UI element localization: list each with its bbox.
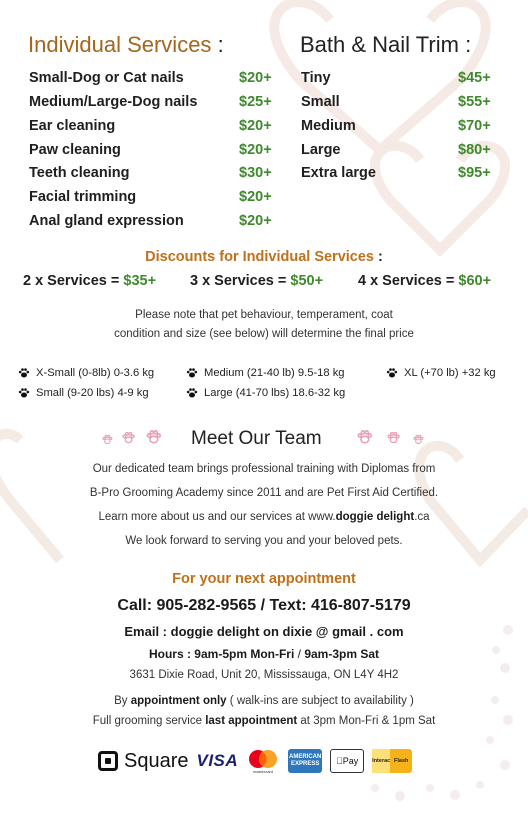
email-contact[interactable]: Email : doggie delight on dixie @ gmail . com [124,624,404,639]
service-price: $20+ [239,142,272,158]
size-label: Large (41-70 lbs) 18.6-32 kg [204,387,346,399]
website-brand-link[interactable]: doggie delight [335,511,415,523]
service-price: $20+ [239,213,272,229]
size-item [18,367,154,379]
interac-label: Interac [372,749,390,773]
business-hours [0,647,528,661]
service-name: Teeth cleaning [29,165,130,181]
pricing-note-line: Please note that pet behaviour, temperament, coat [135,309,393,321]
paw-icon [186,367,198,379]
apple-pay-label: Pay [339,756,355,766]
size-label: XL (+70 lb) +32 kg [404,367,496,379]
discount-label: 3 x Services = [190,273,287,289]
hours-saturday: 9am-3pm Sat [304,647,380,661]
paw-icon [386,367,398,379]
discount-label: 4 x Services = [358,273,455,289]
service-name: Facial trimming [29,189,137,205]
bath-size-price: $55+ [458,94,491,110]
hours-separator: / [294,647,305,661]
payment-methods [98,748,412,774]
individual-services-title [28,32,224,58]
service-name: Medium/Large-Dog nails [29,94,198,110]
apple-pay-logo [330,749,364,773]
bath-size-name: Tiny [301,70,331,86]
discount-label: 2 x Services = [23,273,120,289]
size-item [186,387,345,399]
team-text-part: Learn more about us and our services at www. [98,511,336,523]
size-label: Medium (21-40 lb) 9.5-18 kg [204,367,345,379]
bath-size-price: $95+ [458,165,491,181]
flash-label: Flash [394,758,409,764]
discount-item [190,273,323,289]
last-appointment-note [0,715,528,727]
note-text: at 3pm Mon-Fri & 1pm Sat [297,715,436,727]
service-name: Paw cleaning [29,142,121,158]
size-label: X-Small (0-8lb) 0-3.6 kg [36,367,155,379]
discounts-title-text: Discounts for Individual Services [145,249,374,265]
team-text-line: We look forward to serving you and your beloved pets. [125,535,403,547]
team-text-line: Our dedicated team brings professional training with Diplomas from [92,463,436,475]
team-text-line: B-Pro Grooming Academy since 2011 and are Pet First Aid Certified. [89,487,439,499]
note-text: Full grooming service [92,715,206,727]
service-price: $20+ [239,189,272,205]
bath-size-name: Medium [301,118,356,134]
size-item [186,367,345,379]
paw-decoration-right [355,428,433,448]
bath-size-price: $80+ [458,142,491,158]
mastercard-label: mastercard [253,769,274,774]
visa-logo: VISA [196,751,239,770]
note-text: By [114,695,131,707]
bath-size-price: $45+ [458,70,491,86]
individual-services-title-text: Individual Services [28,32,212,57]
paw-decoration-left [100,428,175,448]
individual-services-colon: : [217,32,224,57]
bath-size-price: $70+ [458,118,491,134]
size-label: Small (9-20 lbs) 4-9 kg [36,387,149,399]
meet-our-team-title: Meet Our Team [191,428,322,449]
discount-price: $50+ [290,273,324,289]
amex-logo: AMERICAN EXPRESS [288,749,322,773]
team-text-part: .ca [414,511,430,523]
discount-item [23,273,156,289]
discounts-title [0,249,528,265]
service-price: $30+ [239,165,272,181]
size-item [386,367,496,379]
paw-icon [18,367,30,379]
bath-nail-trim-colon: : [465,32,472,57]
service-price: $20+ [239,70,272,86]
discount-price: $35+ [123,273,157,289]
appointment-title: For your next appointment [172,571,356,587]
mastercard-logo [246,748,280,774]
discount-item [358,273,491,289]
square-logo [98,750,189,773]
size-item [18,387,149,399]
address: 3631 Dixie Road, Unit 20, Mississauga, ON L4Y 4H2 [129,669,399,681]
bath-nail-trim-title-text: Bath & Nail Trim [300,32,459,57]
pricing-note-line: condition and size (see below) will determine the final price [114,328,414,340]
interac-flash-logo [372,749,412,773]
discount-price: $60+ [458,273,492,289]
discounts-colon: : [378,249,383,265]
bath-size-name: Small [301,94,340,110]
service-name: Small-Dog or Cat nails [29,70,184,86]
service-name: Ear cleaning [29,118,116,134]
square-label: Square [124,749,189,772]
pricing-note [0,306,528,344]
phone-contact[interactable]: Call: 905-282-9565 / Text: 416-807-5179 [117,597,411,614]
service-price: $20+ [239,118,272,134]
hours-weekday: Hours : 9am-5pm Mon-Fri [148,647,295,661]
apple-icon [336,756,343,766]
team-text-line [0,511,528,523]
service-name: Anal gland expression [29,213,184,229]
paw-icon [18,387,30,399]
bath-size-name: Large [301,142,341,158]
paw-icon [186,387,198,399]
bath-nail-trim-title [300,32,471,58]
service-price: $25+ [239,94,272,110]
bath-size-name: Extra large [301,165,376,181]
note-text: ( walk-ins are subject to availability ) [226,695,414,707]
appointment-only-note [0,695,528,707]
note-emphasis: appointment only [130,695,227,707]
note-emphasis: last appointment [205,715,298,727]
square-icon [98,751,118,771]
